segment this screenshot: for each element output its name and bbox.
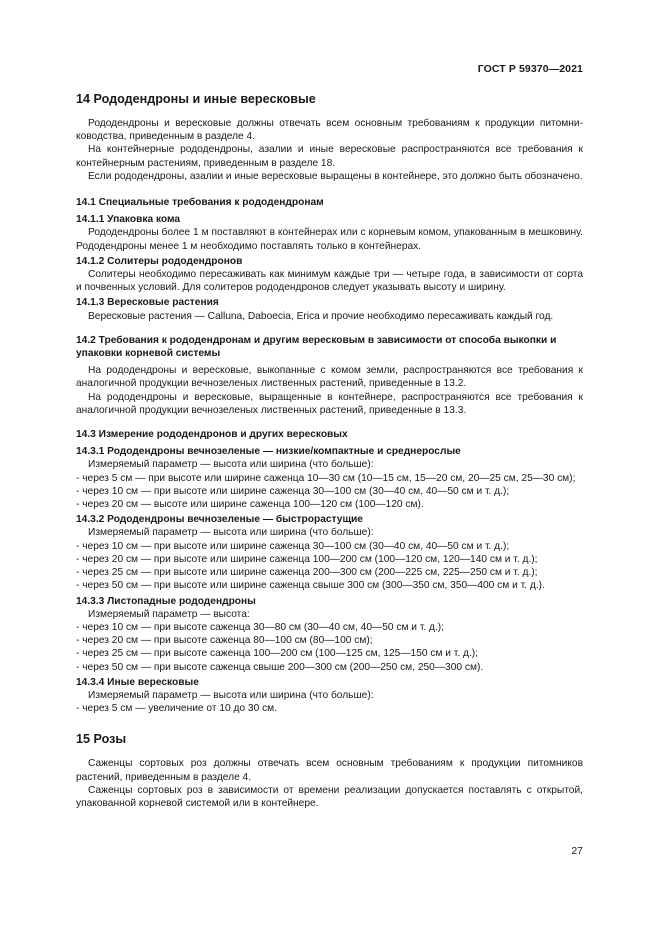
paragraph: Измеряемый параметр — высота или ширина (что больше): <box>88 527 374 539</box>
paragraph: Рододендроны и вересковые должны отвечать всем основным требованиям к продукции питомниководства, приведенным в разделе 4. <box>76 118 583 143</box>
section-14-3-title: 14.3 Измерение рододендронов и других вересковых <box>76 429 348 441</box>
paragraph: Саженцы сортовых роз в зависимости от времени реализации допускается поставлять с открытой, упакованной корневой системой или в контейнере. <box>76 784 583 809</box>
page-content <box>76 92 583 810</box>
subsection-title: 14.3.3 Листопадные рододендроны <box>76 595 256 607</box>
list-item: - через 10 см — при высоте или ширине саженца 30—100 см (30—40 см, 40—50 см и т. д.); <box>76 485 510 497</box>
list-item: - через 25 см — при высоте или ширине саженца 200—300 см (200—225 см, 225—250 см и т. д.); <box>76 567 538 579</box>
paragraph: Солитеры необходимо пересаживать как минимум каждые три — четыре года, в зависимости от сорта и почвенных условий. Для солитеров рододендронов следует указывать высоту и ширину. <box>76 269 583 294</box>
list-item: - через 5 см — при высоте или ширине саженца 10—30 см (10—15 см, 15—20 см, 20—25 см, 25—30 см); <box>76 472 576 484</box>
list-item: - через 10 см — при высоте саженца 30—80 см (30—40 см, 40—50 см и т. д.); <box>76 621 445 633</box>
page-number: 27 <box>571 845 583 857</box>
subsection-title: 14.1.2 Солитеры рододендронов <box>76 255 243 267</box>
list-item: - через 20 см — при высоте саженца 80—100 см (80—100 см); <box>76 635 373 647</box>
paragraph: На контейнерные рододендроны, азалии и иные вересковые распространяются все требования к контейнерным растениям, приведенным в разделе 18. <box>76 144 583 169</box>
paragraph: На рододендроны и вересковые, выкопанные с комом земли, распространяются все требования к аналогичной продукции вечнозеленых лиственных растений, приведенные в 13.2. <box>76 365 583 390</box>
document-id: ГОСТ Р 59370—2021 <box>477 63 583 75</box>
paragraph: Если рододендроны, азалии и иные вересковые выращены в контейнере, это должно быть обозначено. <box>88 170 583 182</box>
list-item: - через 50 см — при высоте или ширине саженца свыше 300 см (300—350 см, 350—400 см и т. д.). <box>76 580 545 592</box>
section-14-2-title: 14.2 Требования к рододендронам и другим вересковым в зависимости от способа выкопки и упаковки корневой системы <box>76 334 557 360</box>
section-14-title: 14 Рододендроны и иные вересковые <box>76 92 316 106</box>
list-item: - через 50 см — при высоте саженца свыше 200—300 см (200—250 см, 250—300 см). <box>76 661 484 673</box>
list-item: - через 25 см — при высоте саженца 100—200 см (100—125 см, 125—150 см и т. д.); <box>76 648 479 660</box>
paragraph: Рододендроны более 1 м поставляют в контейнерах или с корневым комом, упакованным в мешковину. Рододендроны менее 1 м необходимо поставлять только в контейнерах. <box>76 227 583 252</box>
list-item: - через 20 см — при высоте или ширине саженца 100—200 см (100—120 см, 120—140 см и т. д.); <box>76 553 538 565</box>
paragraph: Вересковые растения — Calluna, Daboecia, Erica и прочие необходимо пересаживать каждый год. <box>88 310 554 322</box>
list-item: - через 10 см — при высоте или ширине саженца 30—100 см (30—40 см, 40—50 см и т. д.); <box>76 540 510 552</box>
section-14-1-title: 14.1 Специальные требования к рододендронам <box>76 197 324 209</box>
subsection-title: 14.3.1 Рододендроны вечнозеленые — низкие/компактные и среднерослые <box>76 446 461 458</box>
paragraph: Измеряемый параметр — высота: <box>88 608 250 620</box>
list-item: - через 20 см — высоте или ширине саженца 100—120 см (100—120 см). <box>76 499 424 511</box>
paragraph: На рододендроны и вересковые, выращенные в контейнере, распространяются все требования к аналогичной продукции вечнозеленых лиственных растений, приведенные в 13.3. <box>76 391 583 416</box>
section-15-title: 15 Розы <box>76 732 127 747</box>
subsection-title: 14.1.3 Вересковые растения <box>76 297 219 309</box>
subsection-title: 14.3.4 Иные вересковые <box>76 676 199 688</box>
paragraph: Саженцы сортовых роз должны отвечать всем основным требованиям к продукции питомников растений, приведенным в разделе 4. <box>76 758 583 783</box>
list-item: - через 5 см — увеличение от 10 до 30 см. <box>76 703 278 715</box>
subsection-title: 14.3.2 Рододендроны вечнозеленые — быстрорастущие <box>76 514 363 526</box>
paragraph: Измеряемый параметр — высота или ширина (что больше): <box>88 459 374 471</box>
paragraph: Измеряемый параметр — высота или ширина (что больше): <box>88 689 374 701</box>
subsection-title: 14.1.1 Упаковка кома <box>76 214 181 226</box>
